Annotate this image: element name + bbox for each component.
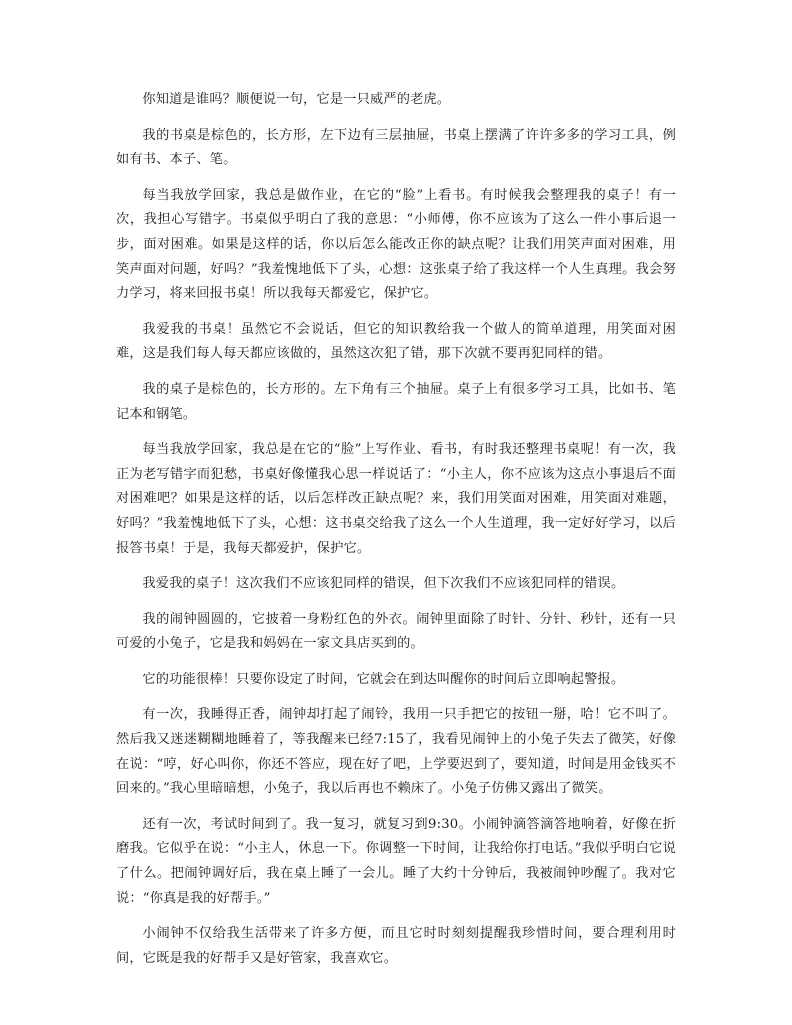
paragraph-2: 我的书桌是棕色的，长方形，左下边有三层抽屉，书桌上摆满了许许多多的学习工具，例如有书、本子、笔。 — [116, 127, 676, 168]
paragraph-9: 它的功能很棒！只要你设定了时间，它就会在到达叫醒你的时间后立即响起警报。 — [142, 671, 625, 687]
paragraph-11: 还有一次，考试时间到了。我一复习，就复习到9:30。小闹钟滴答滴答地响着，好像在折磨我。它似乎在说：“小主人，休息一下。你调整一下时间，让我给你打电话。”我似乎明白它说了什么。把闹钟调好后，我在桌上睡了一会儿。睡了大约十分钟后，我被闹钟吵醒了。我对它说：“你真是我的好帮手。” — [116, 816, 676, 906]
paragraph-8: 我的闹钟圆圆的，它披着一身粉红色的外衣。闹钟里面除了时针、分针、秒针，还有一只可爱的小兔子，它是我和妈妈在一家文具店买到的。 — [116, 611, 676, 652]
document-body — [116, 88, 676, 982]
paragraph-4: 我爱我的书桌！虽然它不会说话，但它的知识教给我一个做人的简单道理，用笑面对困难，这是我们每人每天都应该做的，虽然这次犯了错，那下次就不要再犯同样的错。 — [116, 321, 676, 362]
paragraph-6: 每当我放学回家，我总是在它的“脸”上写作业、看书，有时我还整理书桌呢！有一次，我正为老写错字而犯愁，书桌好像懂我心思一样说话了：“小主人，你不应该为这点小事退后不面对困难吧？如果是这样的话，以后怎样改正缺点呢？来，我们用笑面对困难，用笑面对难题，好吗？”我羞愧地低下了头，心想：这书桌交给我了这么一个人生道理，我一定好好学习，以后报答书桌！于是，我每天都爱护，保护它。 — [116, 442, 676, 556]
paragraph-1: 你知道是谁吗？顺便说一句，它是一只威严的老虎。 — [142, 92, 451, 107]
paragraph-3: 每当我放学回家，我总是做作业，在它的“脸”上看书。有时候我会整理我的桌子！有一次，我担心写错字。书桌似乎明白了我的意思：“小师傅，你不应该为了这么一件小事后退一步，面对困难。如果是这样的话，你以后怎么能改正你的缺点呢？让我们用笑声面对困难，用笑声面对问题，好吗？”我羞愧地低下了头，心想：这张桌子给了我这样一个人生真理。我会努力学习，将来回报书桌！所以我每天都爱它，保护它。 — [116, 187, 676, 302]
paragraph-10: 有一次，我睡得正香，闹钟却打起了闹铃，我用一只手把它的按钮一掰，哈！它不叫了。然后我又迷迷糊糊地睡着了，等我醒来已经7:15了，我看见闹钟上的小兔子失去了微笑，好像在说：“哼，好心叫你，你还不答应，现在好了吧，上学要迟到了，要知道，时间是用金钱买不回来的。”我心里暗暗想，小兔子，我以后再也不赖床了。小兔子仿佛又露出了微笑。 — [116, 707, 676, 797]
paragraph-5: 我的桌子是棕色的，长方形的。左下角有三个抽屉。桌子上有很多学习工具，比如书、笔记本和钢笔。 — [116, 381, 676, 422]
paragraph-7: 我爱我的桌子！这次我们不应该犯同样的错误，但下次我们不应该犯同样的错误。 — [142, 576, 625, 592]
paragraph-12: 小闹钟不仅给我生活带来了许多方便，而且它时时刻刻提醒我珍惜时间，要合理利用时间，它既是我的好帮手又是好管家，我喜欢它。 — [116, 926, 676, 966]
